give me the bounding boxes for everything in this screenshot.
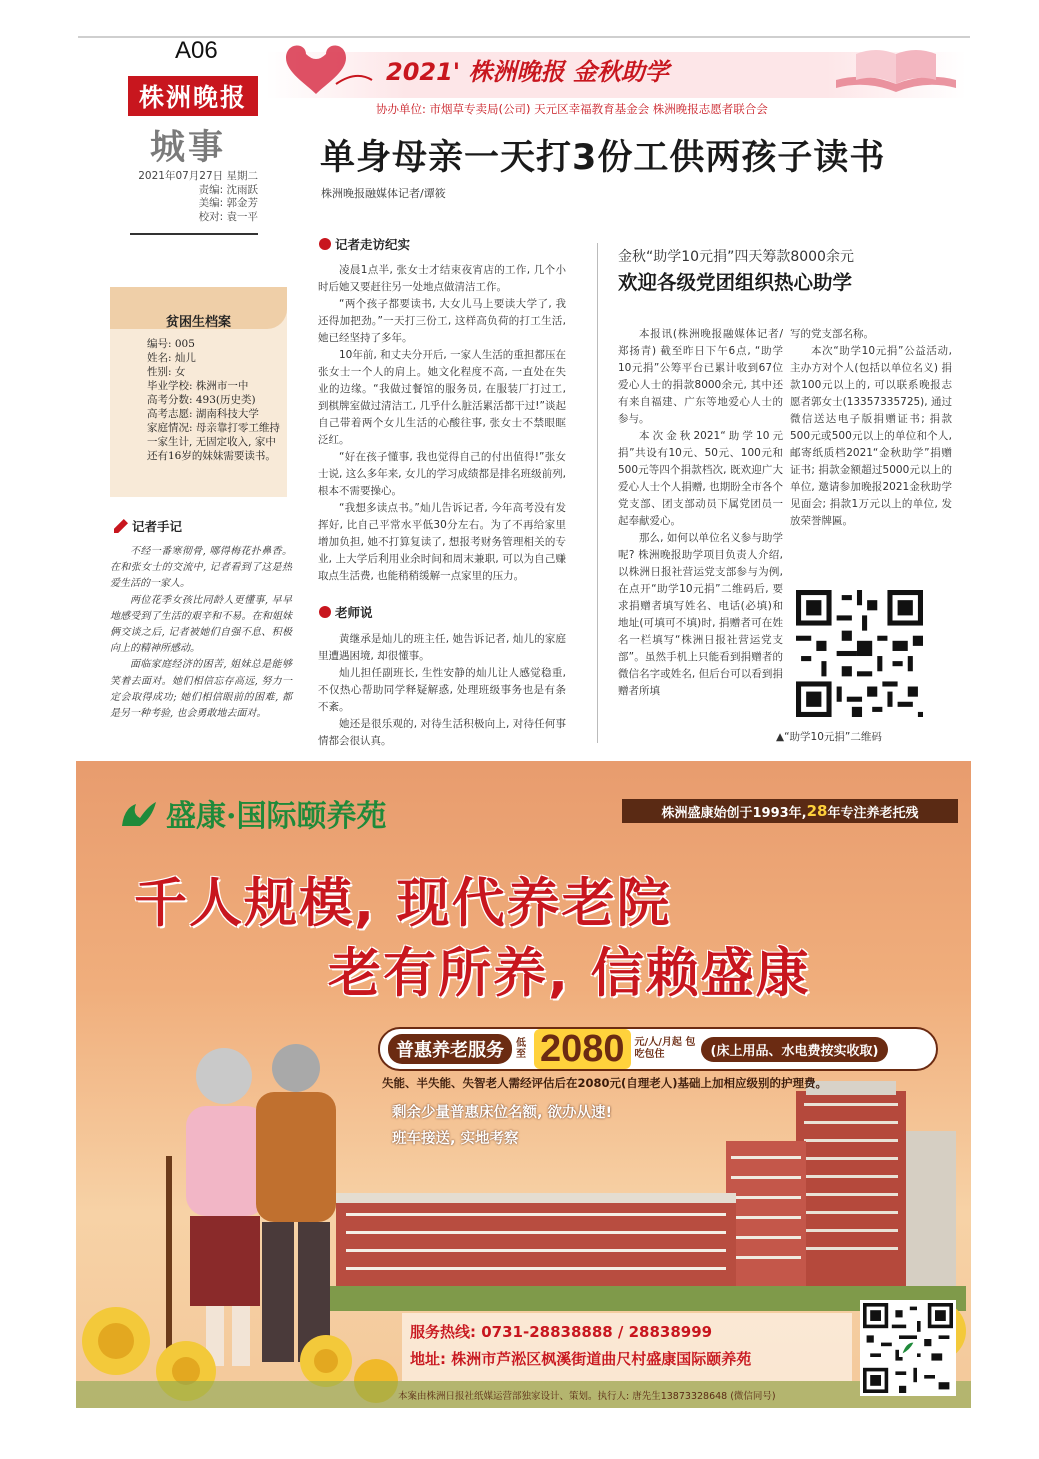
notes-paragraph: 面临家庭经济的困苦, 姐妹总是能够笑着去面对。她们相信忘存高远, 努力一定会取得成功; 她们相信眼前的困难, 都是另一种考验, 也会勇敢地去面对。 — [110, 659, 292, 720]
ad-headline-1: 千人规模, 现代养老院 — [134, 873, 672, 934]
card-field: 毕业学校: 株洲市一中 — [147, 380, 249, 392]
banner-title: 2021' 株洲晚报 金秋助学 — [386, 58, 669, 86]
interview-label-text: 记者走访纪实 — [335, 237, 411, 252]
interview-text — [318, 262, 566, 585]
price-note: (床上用品、水电费按实收取) — [701, 1037, 889, 1062]
ad-address: 地址: 株洲市芦淞区枫溪街道曲尺村盛康国际颐养苑 — [410, 1350, 752, 1368]
ad-line-1: 剩余少量普惠床位名额, 欲办从速! — [392, 1105, 613, 1121]
card-field: 高考分数: 493(历史类) — [147, 394, 256, 406]
ad-brand-text: 盛康·国际颐养苑 — [166, 799, 387, 834]
notes-paragraph: 两位花季女孩比同龄人更懂事, 早早地感受到了生活的艰辛和不易。在和姐妹俩交谈之后, 记者被她们自强不息、积极向上的精神所感动。 — [110, 594, 292, 655]
news-paragraph: 那么, 如何以单位名义参与助学呢? 株洲晚报助学项目负责人介绍, 以株洲日报社营运党支部参与为例, 在点开“助学10元捐”二维码后, 要求捐赠者填写姓名、电话(必填)和地址(可填可不填)时, 捐赠者可在姓名一栏填写“株洲日报社营运党支部”。虽然手机上只能看到捐赠者的微信名字或姓名, 但后台可以看到捐赠者所填 — [618, 532, 783, 697]
ad-brand — [118, 791, 386, 835]
news-continuation: 写的党支部名称。 — [790, 328, 874, 340]
interview-paragraph: “我想多读点书。”灿儿告诉记者, 今年高考没有发挥好, 比自己平常水平低30分左右。为了不再给家里增加负担, 她不打算复读了, 想报考财务管理相关的专业, 上大学后利用业余时间和周末兼职, 可以为自己赚取点生活费, 也能稍稍缓解一点家里的压力。 — [318, 502, 566, 582]
ad-description: 失能、半失能、失智老人需经评估后在2080元(自理老人)基础上加相应级别的护理费。 — [382, 1076, 828, 1090]
interview-paragraph: “好在孩子懂事, 我也觉得自己的付出值得!”张女士说, 这么多年来, 女儿的学习成绩都是排名班级前列, 根本不需要操心。 — [318, 451, 566, 497]
ad-qr-code[interactable] — [860, 1300, 956, 1396]
card-field: 编号: 005 — [147, 338, 195, 350]
card-field: 性别: 女 — [147, 366, 186, 378]
advertisement — [76, 761, 971, 1408]
card-field: 高考志愿: 湖南科技大学 — [147, 408, 259, 420]
notes-label — [114, 517, 182, 535]
price-unit: 元/人/月起 包吃包住 — [634, 1037, 696, 1060]
ad-headline-2: 老有所养, 信赖盛康 — [328, 943, 811, 1004]
interview-paragraph: 凌晨1点半, 张女士才结束夜宵店的工作, 几个小时后她又要赶往另一处地点做清洁工作。 — [318, 264, 566, 293]
price-number: 2080 — [534, 1029, 631, 1069]
column-divider — [597, 243, 598, 743]
meta-editor: 责编: 沈雨跃 — [198, 183, 258, 196]
book-icon — [826, 44, 966, 100]
meta-proofreader: 校对: 袁一平 — [198, 210, 258, 223]
page-number: A06 — [175, 37, 218, 64]
notes-paragraph: 不经一番寒彻骨, 哪得梅花扑鼻香。在和张女士的交流中, 记者看到了这是热爱生活的一家人。 — [110, 546, 292, 590]
campaign-banner — [266, 40, 966, 102]
hand-leaf-icon — [118, 796, 158, 830]
news-column-left — [618, 326, 783, 700]
price-label: 普惠养老服务 — [388, 1034, 512, 1064]
card-fields — [147, 337, 283, 463]
teacher-label — [319, 603, 373, 621]
news-paragraph: 本次“助学10元捐”公益活动, 主办方对个人(包括以单位名义) 捐款100元以上的, 可以联系晚报志愿者郭女士(13357335725), 通过微信送达电子版捐赠证书; 捐款500元或500元以上的单位和个人, 邮寄纸质档2021“金秋助学”捐赠证书; 捐款金额超过5000元以上的单位, 邀请参加晚报2021金秋助学见面会; 捐款1万元以上的单位, 发放荣誉牌匾。 — [790, 345, 952, 527]
profile-card — [110, 287, 287, 497]
notes-text — [110, 544, 292, 722]
card-field: 家庭情况: 母亲靠打零工维持一家生计, 无固定收入, 家中还有16岁的妹妹需要读书。 — [147, 422, 280, 462]
masthead-logo: 株洲晚报 — [128, 76, 258, 116]
ad-footer: 本案由株洲日报社纸媒运营部独家设计、策划。执行人: 唐先生13873328648 (微信同号) — [398, 1391, 776, 1402]
news-column-right — [790, 326, 952, 530]
ad-line-2: 班车接送, 实地考察 — [392, 1131, 519, 1147]
heart-icon — [276, 40, 376, 102]
qr-caption: ▲“助学10元捐”二维码 — [776, 731, 882, 743]
teacher-paragraph: 她还是很乐观的, 对待生活积极向上, 对待任何事情都会很认真。 — [318, 718, 566, 747]
donation-qr-code[interactable] — [796, 590, 923, 717]
news-kicker: 金秋“助学10元捐”四天筹款8000余元 — [618, 249, 854, 265]
news-paragraph: 本报讯(株洲晚报融媒体记者/郑扬青) 截至昨日下午6点, “助学10元捐”公筹平台已累计收到67位爱心人士的捐款8000余元, 其中还有来自福建、广东等地爱心人士的参与。 — [618, 328, 783, 425]
price-bar — [378, 1027, 938, 1071]
bullet-dot-icon — [319, 606, 331, 618]
card-field: 姓名: 灿儿 — [147, 352, 196, 364]
meta-designer: 美编: 郭金芳 — [198, 197, 258, 209]
teacher-paragraph: 黄继承是灿儿的班主任, 她告诉记者, 灿儿的家庭里遭遇困境, 却很懂事。 — [318, 633, 566, 662]
ad-hotline: 服务热线: 0731-28838888 / 28838999 — [410, 1323, 713, 1341]
interview-label — [319, 235, 410, 253]
interview-paragraph: 10年前, 和丈夫分开后, 一家人生活的重担都压在张女士一个人的肩上。她文化程度不高, 一直处在失业的边缘。“我做过餐馆的服务员, 在服装厂打过工, 到棋牌室做过清洁工, 几乎什么脏活累活都干过!”谈起自己带着两个女儿生活的心酸往事, 张女士不禁眼眶泛红。 — [318, 349, 566, 446]
interview-paragraph: “两个孩子都要读书, 大女儿马上要读大学了, 我还得加把劲。”一天打三份工, 这样高负荷的打工生活, 她已经坚持了多年。 — [318, 298, 566, 344]
section-title: 城事 — [150, 127, 227, 168]
meta-date: 2021年07月27日 星期二 — [138, 170, 258, 182]
article-headline: 单身母亲一天打3份工供两孩子读书 — [320, 138, 886, 178]
teacher-text — [318, 631, 566, 750]
news-paragraph: 本次金秋2021“助学10元捐”共设有10元、50元、100元和500元等四个捐款档次, 既欢迎广大爱心人士个人捐赠, 也期盼全市各个党支部、团支部动员下属党团员一起奉献爱心。 — [618, 430, 783, 527]
article-byline: 株洲晚报融媒体记者/谭筱 — [321, 187, 446, 200]
price-small: 低至 — [516, 1038, 526, 1060]
ad-tag-prefix: 株洲盛康始创于1993年, — [661, 805, 807, 821]
bullet-dot-icon — [319, 238, 331, 250]
page-meta — [130, 170, 258, 224]
notes-label-text: 记者手记 — [132, 519, 183, 534]
ad-tag-years: 28 — [806, 802, 828, 820]
pen-icon — [114, 519, 128, 533]
banner-cosponsor: 协办单位: 市烟草专卖局(公司) 天元区幸福教育基金会 株洲晚报志愿者联合会 — [376, 102, 768, 116]
ad-tagline — [622, 799, 958, 823]
teacher-paragraph: 灿儿担任副班长, 生性安静的灿儿让人感觉稳重, 不仅热心帮助同学释疑解惑, 处理班级事务也是有条不紊。 — [318, 667, 566, 713]
news-headline: 欢迎各级党团组织热心助学 — [618, 271, 853, 294]
teacher-label-text: 老师说 — [335, 605, 373, 620]
card-title: 贫困生档案 — [165, 315, 231, 330]
ad-tag-suffix: 年专注养老托残 — [827, 805, 919, 821]
meta-rule — [130, 233, 258, 235]
